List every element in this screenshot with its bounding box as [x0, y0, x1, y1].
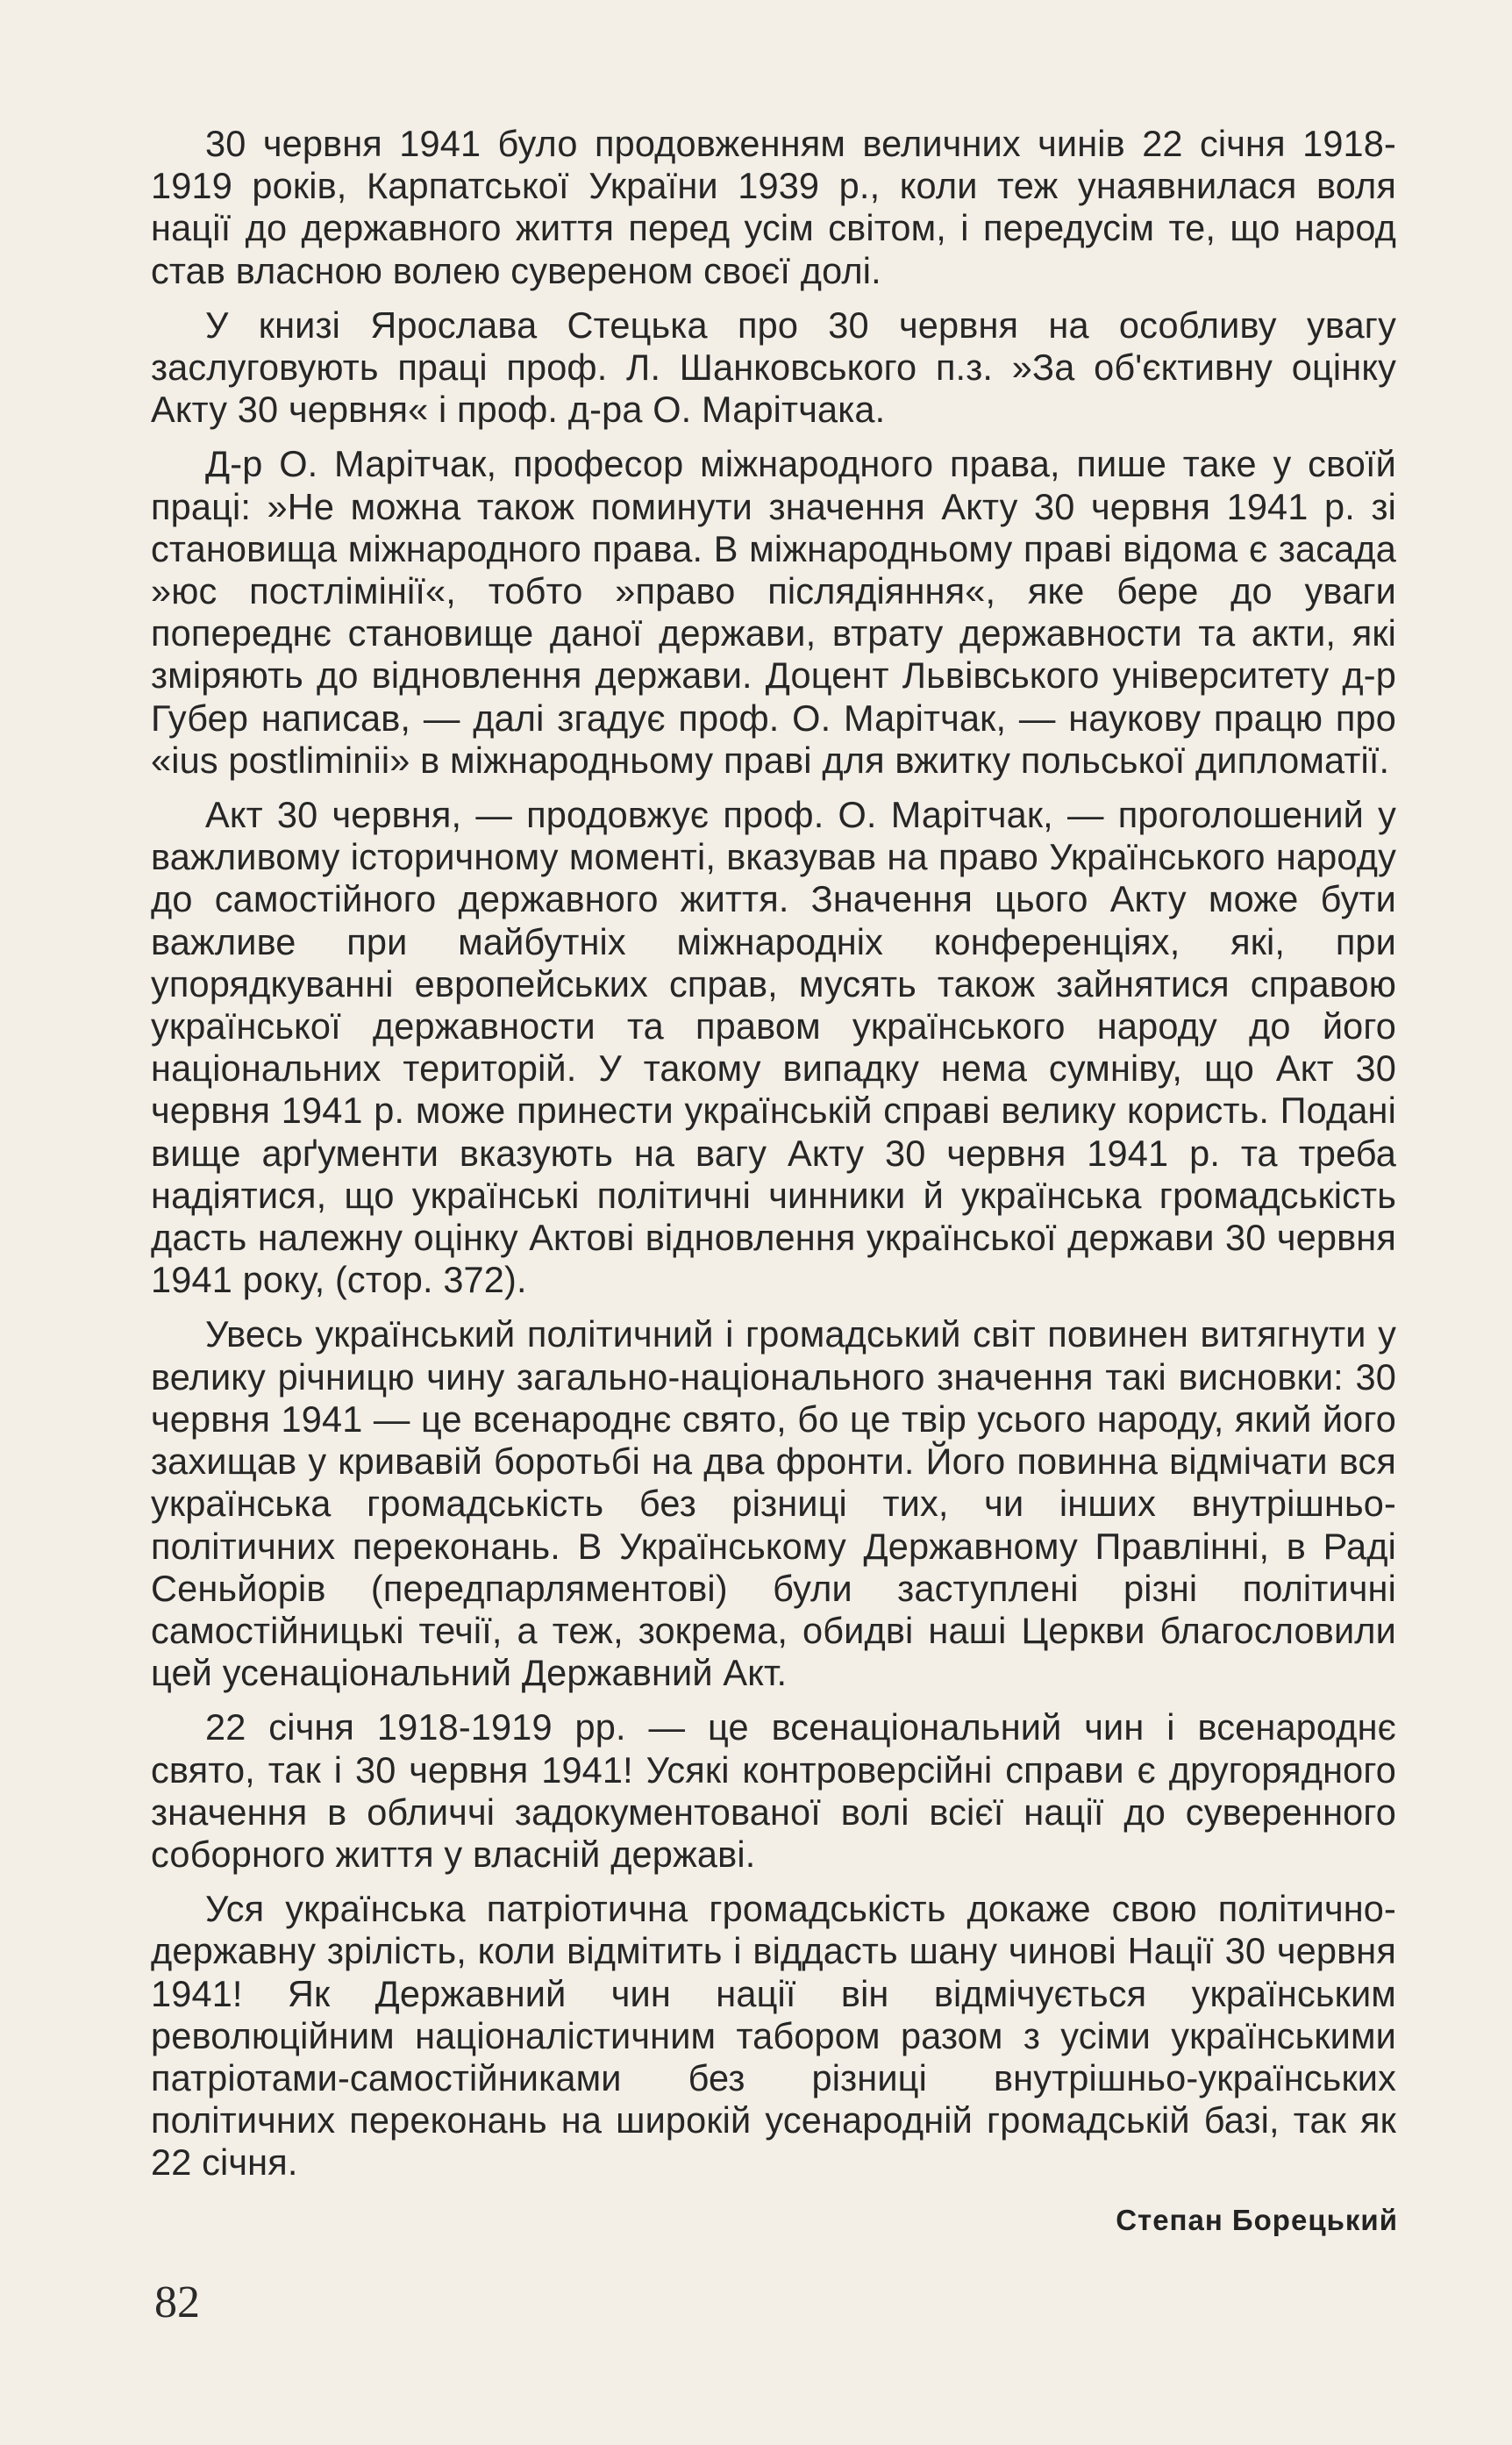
paragraph-5: Увесь український політичний і громадський світ повинен витягнути у велику річницю чину загально-національного значення такі висновки: 30 червня 1941 — це всенароднє свято, бо це твір усього народу, який його захищав у кривавій боротьбі на два фронти. Його повинна відмічати вся українська громадськість без різниці тих, чи інших внутрішньо-політичних переконань. В Українському Державному Правлінні, в Раді Сеньйорів (передпарляментові) були заступлені різні політичні самостійницькі течії, а теж, зокрема, обидві наші Церкви благословили цей усенаціональний Державний Акт. — [151, 1313, 1396, 1694]
paragraph-3: Д-р О. Марітчак, професор міжнародного права, пише таке у своїй праці: »Не можна також поминути значення Акту 30 червня 1941 р. зі становища міжнародного права. В міжнародньому праві відома є засада »юс постлімінії«, тобто »право післядіяння«, яке бере до уваги попереднє становище даної держави, втрату державности та акти, які зміряють до відновлення держави. Доцент Львівського університету д-р Губер написав, — далі згадує проф. О. Марітчак, — наукову працю про «ius postliminii» в міжнародньому праві для вжитку польської дипломатії. — [151, 443, 1396, 781]
paragraph-2: У книзі Ярослава Стецька про 30 червня на особливу увагу заслуговують праці проф. Л. Шанковського п.з. »За об'єктивну оцінку Акту 30 червня« і проф. д-ра О. Марітчака. — [151, 304, 1396, 431]
paragraph-7: Уся українська патріотична громадськість докаже свою політично-державну зрілість, коли відмітить і віддасть шану чинові Нації 30 червня 1941! Як Державний чин нації він відмічується українським революційним націоналістичним табором разом з усіми українськими патріотами-самостійниками без різниці внутрішньо-українських політичних переконань на широкій усенародній громадській базі, так як 22 січня. — [151, 1888, 1396, 2184]
author-signature: Степан Борецький — [1116, 2204, 1398, 2236]
article-body — [151, 123, 1396, 2197]
paragraph-6: 22 січня 1918-1919 рр. — це всенаціональний чин і всенароднє свято, так і 30 червня 1941! Усякі контроверсійні справи є другорядного значення в обличчі задокументованої волі всієї нації до суверенного соборного життя у власній державі. — [151, 1706, 1396, 1875]
paragraph-4: Акт 30 червня, — продовжує проф. О. Марітчак, — проголошений у важливому історичному моменті, вказував на право Українського народу до самостійного державного життя. Значення цього Акту може бути важливе при майбутніх міжнародніх конференціях, які, при упорядкуванні европейських справ, мусять також зайнятися справою української державности та правом українського народу до його національних територій. У такому випадку нема сумніву, що Акт 30 червня 1941 р. може принести українській справі велику користь. Подані вище арґументи вказують на вагу Акту 30 червня 1941 р. та треба надіятися, що українські політичні чинники й українська громадськість дасть належну оцінку Актові відновлення української держави 30 червня 1941 року, (стор. 372). — [151, 794, 1396, 1301]
page-number: 82 — [154, 2277, 200, 2327]
paragraph-1: 30 червня 1941 було продовженням величних чинів 22 січня 1918-1919 років, Карпатської України 1939 р., коли теж унаявнилася воля нації до державного життя перед усім світом, і передусім те, що народ став власною волею сувереном своєї долі. — [151, 123, 1396, 291]
